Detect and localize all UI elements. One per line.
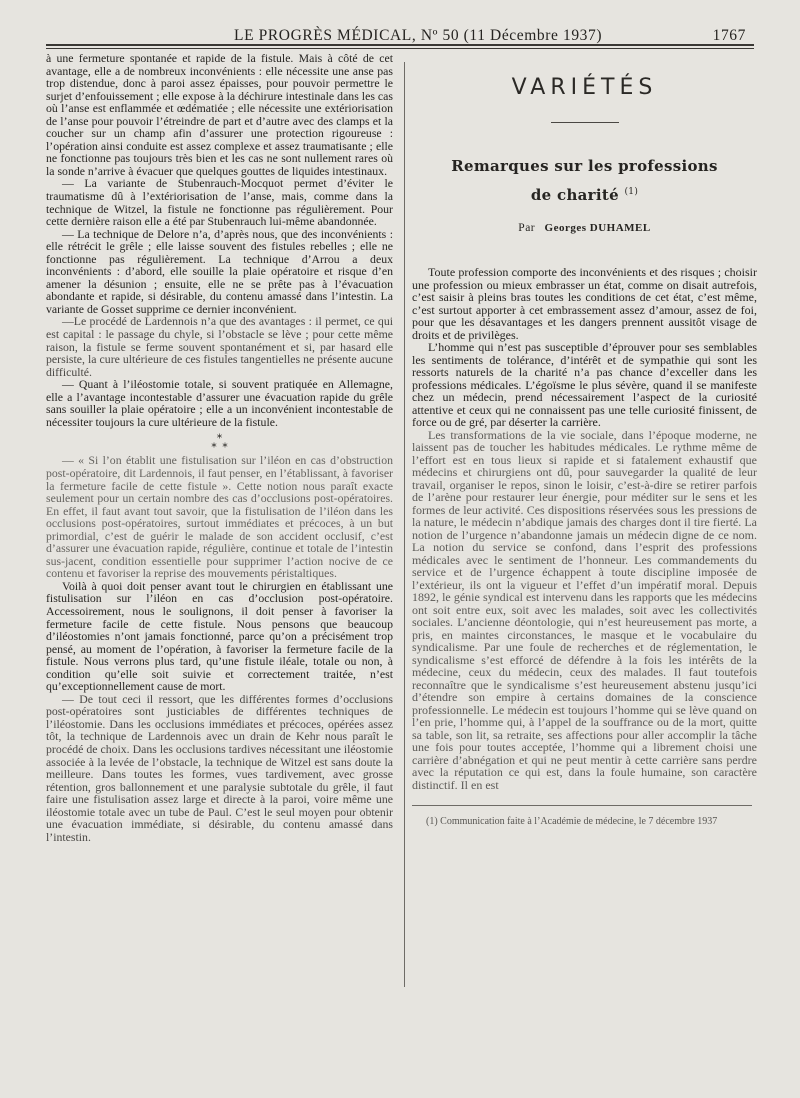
- article-title-line: Remarques sur les professions: [451, 157, 718, 175]
- footnote-ref: (1): [624, 187, 639, 197]
- heading-rule: [551, 122, 619, 123]
- paragraph: — De tout ceci il ressort, que les différentes formes d’occlusions post-opératoires sont justiciables de différentes techniques de l’iléostomie. Dans les occlusions immédiates et précoces, opérées assez tôt, la technique de Lardennois avec un drain de Kehr nous paraît le procédé de choix. Dans les occlusions tardives nécessitant une iléostomie associée à la levée de l’obstacle, la technique de Witzel est sans doute la meilleure. Dans toutes les formes, vues tardivement, avec grosse rétention, gros ballonnement et une paralysie subtotale du grêle, il faut faire une fistulisation assez large et directe à la paroi, voire même une iléostomie totale avec un tube de Paul. C’est le seul moyen pour obtenir une évacuation immédiate, si désirable, du contenu amassé dans l’intestin.: [46, 691, 393, 844]
- section-heading: VARIÉTÉS: [511, 75, 658, 100]
- article-body: [412, 266, 757, 791]
- footnote: (1) Communication faite à l’Académie de médecine, le 7 décembre 1937: [426, 816, 718, 827]
- left-column: [46, 52, 393, 843]
- author-name: Georges DUHAMEL: [544, 222, 651, 234]
- paragraph: — La technique de Delore n’a, d’après nous, que des inconvénients : elle rétrécit le grêle ; elle laisse souvent des fistules rebelles ; elle ne fonctionne pas régulièrement. La technique d’Arrou a deux inconvénients : d’abord, elle souille la plaie opératoire et risque d’en amener la désunion ; ensuite, elle ne se prête pas à l’évacuation abondante et rapide, si désirable, du contenu amassé dans l’intestin. La variante de Gosset supprime ce dernier inconvénient.: [46, 226, 393, 316]
- byline: [412, 222, 757, 234]
- paragraph: à une fermeture spontanée et rapide de la fistule. Mais à côté de cet avantage, elle a de nombreux inconvénients : elle nécessite une anse pas trop distendue, donc à paroi assez épaisses, pour pouvoir permettre le surjet d’enfouissement ; elle expose à la déchirure intestinale dans les cas où l’anse est enflammée et œdématiée ; elle nécessite une extériorisation de l’anse pour pouvoir l’étreindre de part et d’autre avec des clamps et la coucher sur un champ afin d’assurer une protection rigoureuse : l’opération ainsi conduite est assez complexe et assez traumatisante ; elle ne fonctionne pas toujours très bien et les cas ne sont nullement rares où la sonde n’arrive à évacuer que quelques gouttes de liquides intestinaux.: [46, 51, 393, 178]
- paragraph: — Quant à l’iléostomie totale, si souvent pratiquée en Allemagne, elle a l’avantage incontestable d’assurer une évacuation rapide du grêle sans souiller la plaie opératoire ; elle a un inconvénient incontestable de nécessiter toujours la cure ultérieure de la fistule.: [46, 377, 393, 429]
- separator-star: ⁎ ⁎: [211, 438, 228, 451]
- header-rule-thin: [46, 48, 754, 49]
- paragraph: — « Si l’on établit une fistulisation sur l’iléon en cas d’obstruction post-opératoire, dit Lardennois, il faut penser, en l’établissant, à favoriser la fermeture facile de cette fistule ». Cette notion nous paraît exacte seulement pour un certain nombre des cas d’occlusions post-opératoires. En effet, il faut avant tout savoir, que la fistulisation de l’iléon dans les occlusions post-opératoires, surtout immédiates et précoces, à un but primordial, c’est de guérir le malade de son accident occlusif, c’est d’assurer une évacuation rapide, régulière, continue et totale de l’intestin sus-jacent, condition essentielle pour supprimer l’action nocive de ce contenu et favoriser la reprise des mouvements péristaltiques.: [46, 453, 393, 581]
- separator-star: ⁎: [216, 429, 223, 442]
- article-title: [412, 153, 757, 208]
- byline-prefix: Par: [518, 222, 536, 234]
- running-header: [46, 24, 746, 46]
- paragraph: L’homme qui n’est pas susceptible d’éprouver pour ses semblables les sentiments de tolérance, d’intérêt et de sympathie qui sont les ressorts naturels de la charité n’a pas chance d’exceller dans les professions médicales. L’égoïsme le plus sévère, quand il se manifeste chez un médecin, prend nécessairement l’aspect de la curiosité attentive et ceux qui ne connaissent pas une telle curiosité finissent, de force ou de gré, par déserter la carrière.: [412, 340, 757, 429]
- column-divider: [404, 62, 405, 987]
- paragraph: — La variante de Stubenrauch-Mocquot permet d’éviter le traumatisme dû à l’extériorisation de l’anse, mais, comme dans la technique de Witzel, la fistule ne fonctionne pas régulièrement. Pour cette dernière raison elle a été par Stubenrauch lui-même abandonnée.: [46, 176, 393, 229]
- paragraph: Les transformations de la vie sociale, dans l’époque moderne, ne laissent pas de toucher les habitudes médicales. Le rythme même de l’effort est en tous lieux si rapide et si fatalement exhaustif que médecins et chirurgiens ont dû, pour sauvegarder la qualité de leur travail, organiser le repos, sinon le loisir, c’est-à-dire se retirer parfois de l’arène pour restaurer leur énergie, pour méditer sur le sens et les formes de leur activité. Ces dispositions réservées sous les pressions de la nature, le médecin n’abdique jamais des charges dont il tire fierté. La notion de l’urgence n’abandonne jamais un médecin digne de ce nom. La notion du service se confond, dans l’esprit des professions médicales avec le sentiment de l’honneur. Les commandements du service et de l’urgence échappent à toute discipline imposée de l’extérieur, ils ont la vigueur et l’effet d’un impératif moral. Depuis 1892, le génie syndical est intervenu dans les rapports que les médecins ont soit entre eux, soit avec les malades, soit avec les collectivités sociales. L’ancienne déontologie, qui n’est heureusement pas morte, a pris, en maintes circonstances, le masque et le vocabulaire du syndicalisme. Par une foule de recherches et de réglementation, le syndicalisme s’est efforcé de défendre à la fois les intérêts de la médecine, ceux du médecin, ceux des malades. Il faut toutefois reconnaître que le syndicalisme s’est heureusement abstenu jusqu’ici d’étendre son empire à certains domaines de la conscience professionnelle. Le médecin est toujours l’homme qui se lève quand on l’en prie, l’homme qui, à l’appel de la souffrance ou de la mort, quitte sa table, son lit, sa retraite, ses affections pour aller accomplir la tâche une fois pour toutes acceptée, l’homme qui a librement choisi une carrière d’abnégation et qui ne peut mentir à cette carrière sans perdre avec la réputation ce qui est, dans la foule humaine, son caractère distinctif. Il en est: [412, 427, 757, 792]
- header-rule: [46, 44, 754, 46]
- paragraph: Toute profession comporte des inconvénients et des risques ; choisir une profession ou mieux embrasser un état, comme on disait autrefois, c’est saisir à pleins bras toutes les conditions de cet état, c’est même, c’est surtout apporter à cet embrassement assez d’amour, assez de foi, pour que les désavantages et les dangers prennent aussitôt visage de droits et de privilèges.: [412, 265, 757, 342]
- paragraph: Voilà à quoi doit penser avant tout le chirurgien en établissant une fistulisation sur l’iléon en cas d’occlusion post-opératoire. Accessoirement, nous le soulignons, il doit penser à favoriser la fermeture facile de cette fistule. Nous pensons que beaucoup d’iléostomies n’ont jamais fonctionné, parce qu’on a précisément trop pensé, au moment de l’opération, à favoriser la fermeture facile de la fistule. Nous verrons plus tard, qu’une fistule iléale, totale ou non, à condition qu’elle soit suivie et correctement traitée, n’est qu’exceptionnellement cause de mort.: [46, 578, 393, 694]
- right-column: [412, 60, 757, 827]
- section-separator: [46, 431, 393, 449]
- footnote-rule: [412, 805, 752, 806]
- paragraph: —Le procédé de Lardennois n’a que des avantages : il permet, ce qui est capital : le passage du chyle, si l’obstacle se lève ; pour cette même raison, la fistule se ferme souvent spontanément et si, par hasard elle persiste, la cure ultérieure de ces fistules tangentielles ne présente aucune difficulté.: [46, 314, 393, 379]
- article-title-line: de charité $^{(1)}$: [530, 186, 639, 204]
- journal-title: LE PROGRÈS MÉDICAL, Nº 50 (11 Décembre 1937): [234, 27, 603, 44]
- page-number: 1767: [712, 27, 746, 44]
